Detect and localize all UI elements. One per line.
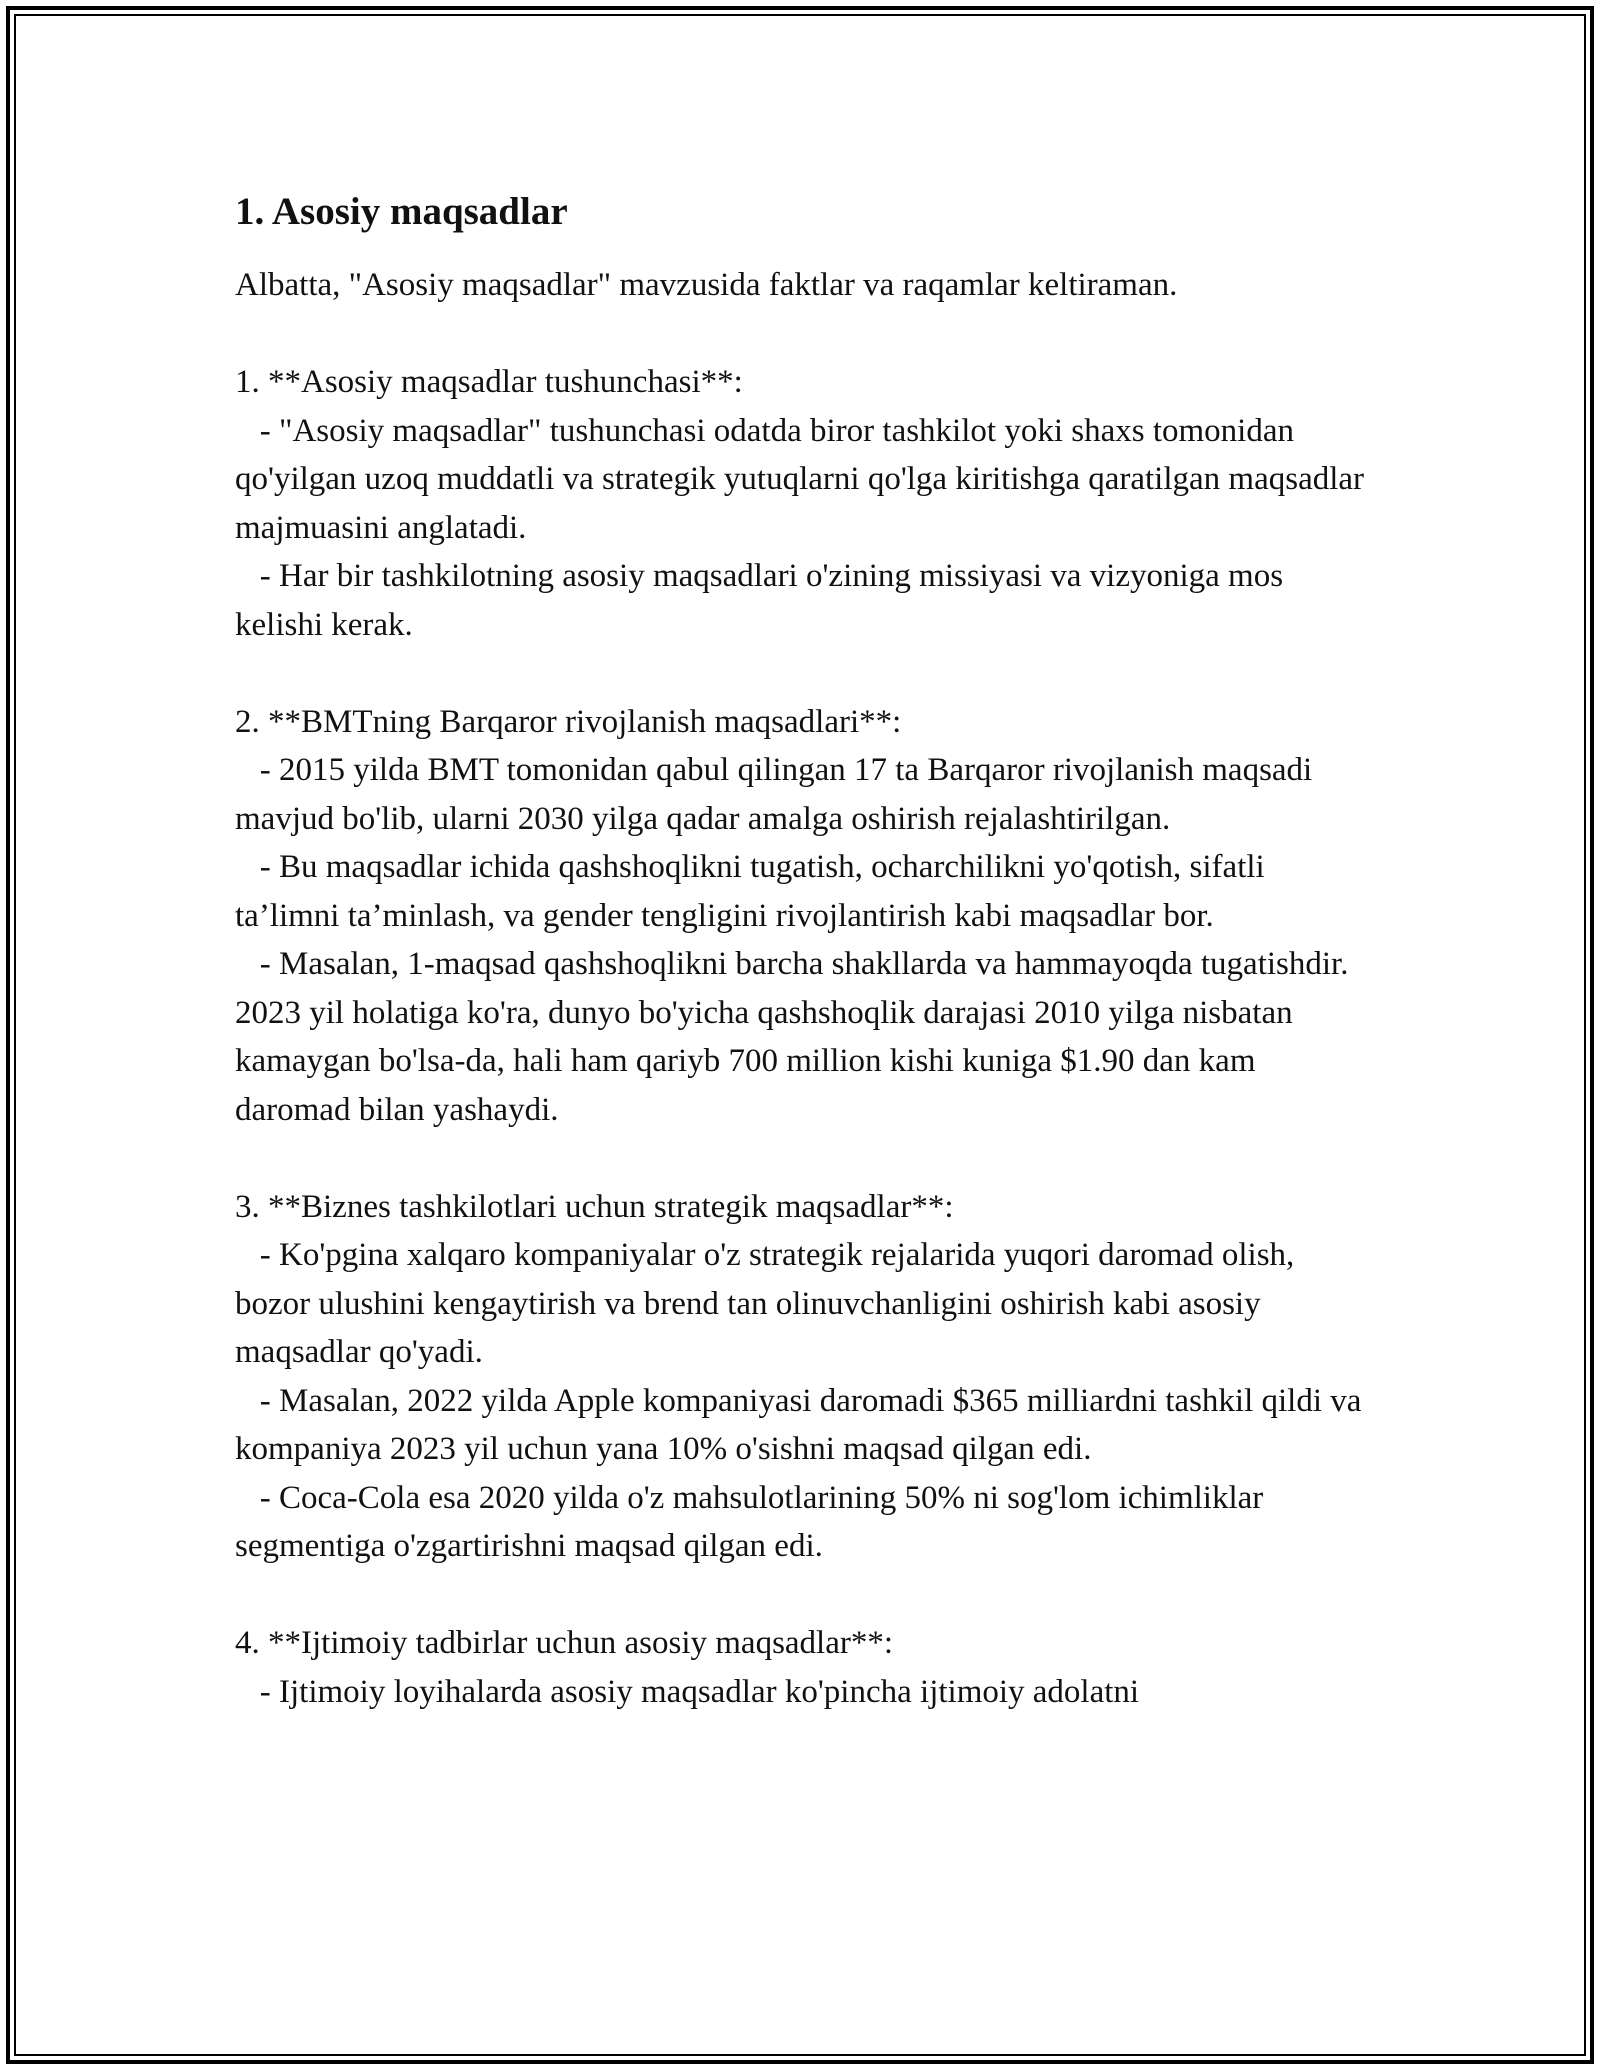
section-heading: 1. Asosiy maqsadlar xyxy=(235,190,568,233)
document-body-text: Albatta, "Asosiy maqsadlar" mavzusida faktlar va raqamlar keltiraman. 1. **Asosiy maqsadlar tushunchasi**: - "Asosiy maqsadlar" tushunchasi odatda biror tashkilot yoki shaxs tomonidan qo'yilgan uzoq muddatli va strategik yutuqlarni qo'lga kiritishga qaratilgan maqsadlar majmuasini anglatadi. - Har bir tashkilotning asosiy maqsadlari o'zining missiyasi va vizyoniga mos kelishi kerak. 2. **BMTning Barqaror rivojlanish maqsadlari**: - 2015 yilda BMT tomonidan qabul qilingan 17 ta Barqaror rivojlanish maqsadi mavjud bo'lib, ularni 2030 yilga qadar amalga oshirish rejalashtirilgan. - Bu maqsadlar ichida qashshoqlikni tugatish, ocharchilikni yo'qotish, sifatli ta’limni ta’minlash, va gender tengligini rivojlantirish kabi maqsadlar bor. - Masalan, 1-maqsad qashshoqlikni barcha shakllarda va hammayoqda tugatishdir. 2023 yil holatiga ko'ra, dunyo bo'yicha qashshoqlik darajasi 2010 yilga nisbatan kamaygan bo'lsa-da, hali ham qariyb 700 million kishi kuniga $1.90 dan kam daromad bilan yashaydi. 3. **Biznes tashkilotlari uchun strategik maqsadlar**: - Ko'pgina xalqaro kompaniyalar o'z strategik rejalarida yuqori daromad olish, bozor ulushini kengaytirish va brend tan olinuvchanligini oshirish kabi asosiy maqsadlar qo'yadi. - Masalan, 2022 yilda Apple kompaniyasi daromadi $365 milliardni tashkil qildi va kompaniya 2023 yil uchun yana 10% o'sishni maqsad qilgan edi. - Coca-Cola esa 2020 yilda o'z mahsulotlarining 50% ni sog'lom ichimliklar segmentiga o'zgartirishni maqsad qilgan edi. 4. **Ijtimoiy tadbirlar uchun asosiy maqsadlar**: - Ijtimoiy loyihalarda asosiy maqsadlar ko'pincha ijtimoiy adolatni xyxy=(235,267,1365,1710)
document-content xyxy=(235,185,1375,1716)
